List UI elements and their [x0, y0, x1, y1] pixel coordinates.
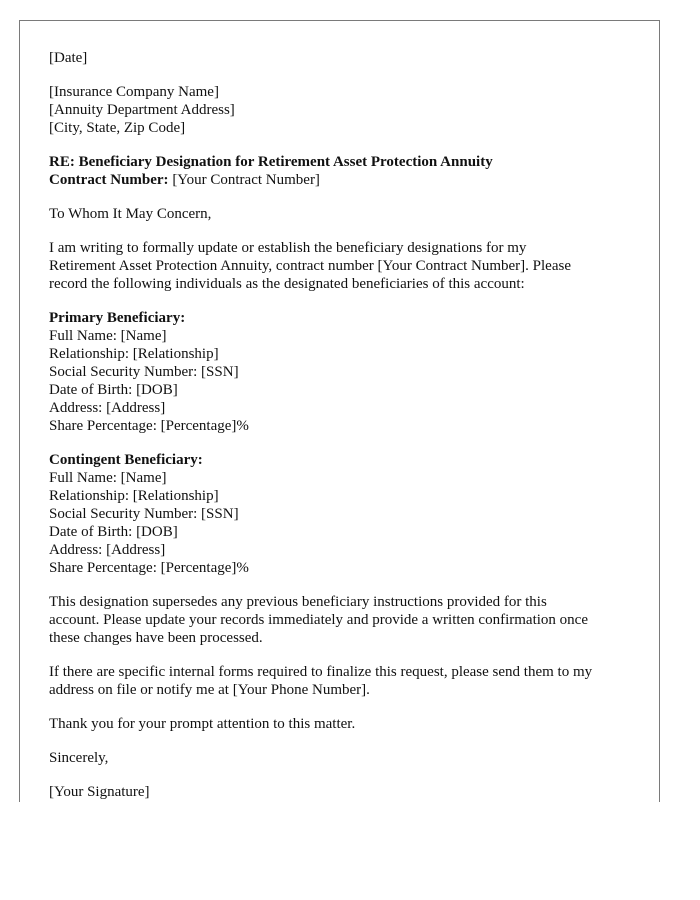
recipient-block — [49, 83, 639, 137]
letter-page — [19, 20, 660, 802]
signature-text: [Your Signature] — [49, 784, 150, 800]
primary-full-name: Full Name: [Name] — [49, 328, 167, 344]
contract-value: [Your Contract Number] — [168, 172, 320, 188]
forms-paragraph — [49, 663, 639, 699]
supersede-line: account. Please update your records immediately and provide a written confirmation once — [49, 612, 588, 628]
contract-line — [49, 171, 639, 189]
primary-ssn: Social Security Number: [SSN] — [49, 364, 239, 380]
recipient-address: [Annuity Department Address] — [49, 102, 235, 118]
forms-line: address on file or notify me at [Your Phone Number]. — [49, 682, 370, 698]
primary-dob: Date of Birth: [DOB] — [49, 382, 178, 398]
contract-label: Contract Number: — [49, 172, 169, 188]
re-line: RE: Beneficiary Designation for Retirement Asset Protection Annuity — [49, 154, 493, 170]
recipient-company: [Insurance Company Name] — [49, 84, 219, 100]
thanks-text: Thank you for your prompt attention to this matter. — [49, 716, 356, 732]
closing-text: Sincerely, — [49, 750, 109, 766]
thanks-paragraph — [49, 715, 639, 733]
contingent-heading: Contingent Beneficiary: — [49, 452, 203, 468]
primary-beneficiary-block — [49, 309, 639, 435]
salutation-text: To Whom It May Concern, — [49, 206, 212, 222]
supersede-line: these changes have been processed. — [49, 630, 263, 646]
letter-body — [49, 49, 639, 817]
closing — [49, 749, 639, 767]
recipient-city: [City, State, Zip Code] — [49, 120, 186, 136]
signature-block — [49, 783, 639, 801]
contingent-full-name: Full Name: [Name] — [49, 470, 167, 486]
forms-line: If there are specific internal forms required to finalize this request, please send them to my — [49, 664, 593, 680]
contingent-beneficiary-block — [49, 451, 639, 577]
supersede-line: This designation supersedes any previous beneficiary instructions provided for this — [49, 594, 547, 610]
intro-line: Retirement Asset Protection Annuity, contract number [Your Contract Number]. Please — [49, 258, 571, 274]
primary-address: Address: [Address] — [49, 400, 166, 416]
supersede-paragraph — [49, 593, 639, 647]
contingent-address: Address: [Address] — [49, 542, 166, 558]
salutation — [49, 205, 639, 223]
contingent-share: Share Percentage: [Percentage]% — [49, 560, 249, 576]
date-block — [49, 49, 639, 67]
letter-date: [Date] — [49, 50, 88, 66]
intro-line: record the following individuals as the designated beneficiaries of this account: — [49, 276, 525, 292]
contingent-dob: Date of Birth: [DOB] — [49, 524, 178, 540]
primary-share: Share Percentage: [Percentage]% — [49, 418, 249, 434]
subject-block — [49, 153, 639, 189]
intro-line: I am writing to formally update or establish the beneficiary designations for my — [49, 240, 527, 256]
primary-relationship: Relationship: [Relationship] — [49, 346, 219, 362]
contingent-relationship: Relationship: [Relationship] — [49, 488, 219, 504]
intro-paragraph — [49, 239, 639, 293]
contingent-ssn: Social Security Number: [SSN] — [49, 506, 239, 522]
primary-heading: Primary Beneficiary: — [49, 310, 186, 326]
